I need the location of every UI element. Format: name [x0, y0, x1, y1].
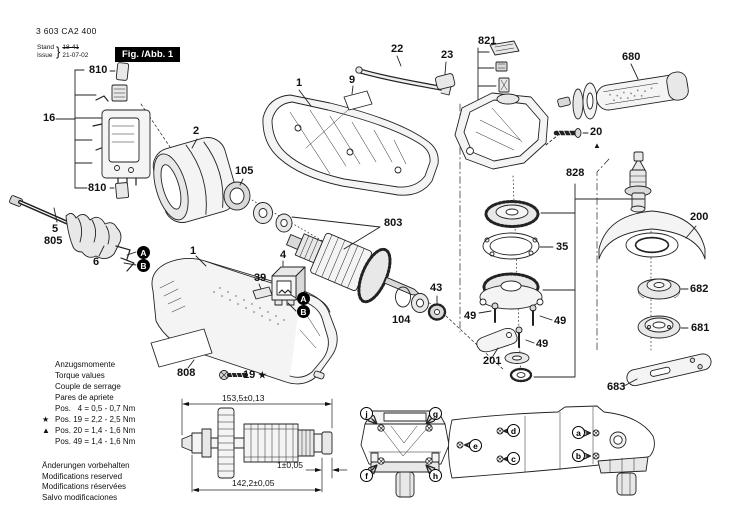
bracket-828	[534, 184, 644, 377]
part-label-49-left: 49	[464, 310, 477, 322]
part-label-201: 201	[483, 355, 502, 367]
callout-d: d	[507, 424, 520, 437]
callout-f: f	[360, 469, 373, 482]
callout-a: a	[572, 426, 585, 439]
modifications-block	[42, 461, 130, 503]
part-label-43: 43	[430, 282, 443, 294]
callout-g: g	[429, 407, 442, 420]
figure-number-text: Fig. /Abb. 1	[122, 49, 174, 60]
part-label-821: 821	[478, 35, 497, 47]
callout-h: h	[429, 469, 442, 482]
star-marker: ★	[42, 415, 50, 424]
torque-title-en: Torque values	[55, 371, 105, 380]
switch-group-16-drawing	[56, 63, 150, 199]
callout-c: c	[507, 452, 520, 465]
switch-button-23	[435, 73, 456, 90]
callout-B-cord: B	[137, 259, 150, 272]
part-label-681: 681	[691, 322, 710, 334]
callout-b: b	[572, 449, 585, 462]
torque-title-es: Pares de apriete	[55, 393, 114, 402]
housing-1-top-drawing	[263, 56, 455, 195]
triangle-marker: ▲	[42, 426, 50, 435]
nameplate-808-drawing	[151, 329, 212, 368]
modifications-es: Salvo modificaciones	[42, 492, 118, 502]
stand-label: Stand	[37, 44, 54, 51]
cord-5-805-drawing	[9, 195, 136, 271]
part-label-810-bottom: 810	[88, 182, 107, 194]
wrench-683-drawing	[624, 352, 713, 387]
nut-681-drawing	[638, 316, 688, 338]
grommet-805	[66, 213, 121, 258]
torque-pos19: Pos. 19 = 2,2 - 2,5 Nm	[55, 415, 136, 424]
screw-20-drawing	[556, 129, 588, 138]
insulation-plate-9	[344, 91, 372, 110]
part-label-2: 2	[193, 125, 200, 137]
screw-49	[492, 303, 498, 322]
part-label-23: 23	[441, 49, 454, 61]
modifications-fr: Modifications réservées	[42, 482, 127, 491]
part-label-200: 200	[690, 211, 709, 223]
dimension-overall-length: 153,5±0,13	[222, 393, 265, 403]
housing-1-mid-drawing	[152, 256, 337, 384]
part-label-9: 9	[349, 74, 356, 86]
part-label-805: 805	[44, 235, 63, 247]
torque-title-de: Anzugsmomente	[55, 360, 116, 369]
dimension-core-length: 142,2±0,05	[232, 478, 275, 488]
modifications-en: Modifications reserved	[42, 471, 123, 481]
part-label-4: 4	[280, 249, 287, 261]
part-label-683: 683	[607, 381, 626, 393]
part-label-19	[243, 370, 266, 381]
part-label-35: 35	[556, 241, 569, 253]
spindle-828-drawing	[625, 152, 651, 212]
callout-j: j	[360, 407, 373, 420]
screw-49	[530, 305, 536, 325]
callout-A-brush: A	[297, 292, 310, 305]
torque-title-fr: Couple de serrage	[55, 382, 121, 391]
part-label-16: 16	[43, 112, 56, 124]
figure-number-badge	[115, 47, 180, 62]
part-label-1-top: 1	[296, 77, 303, 89]
part-label-5: 5	[52, 223, 59, 235]
part-label-1-mid: 1	[190, 245, 197, 257]
star-marker-19: ★	[258, 370, 267, 380]
part-label-22: 22	[391, 43, 404, 55]
part-label-803: 803	[384, 217, 403, 229]
callout-A-cord: A	[137, 246, 150, 259]
triangle-marker-20: ▲	[593, 141, 601, 150]
issue-label: Issue	[37, 51, 53, 59]
torque-values-block	[42, 359, 135, 447]
brush-group-821-drawing	[455, 41, 558, 169]
part-label-104: 104	[392, 314, 411, 326]
part-label-828: 828	[566, 167, 585, 179]
document-part-number: 3 603 CA2 400	[36, 26, 97, 36]
part-label-680: 680	[622, 51, 641, 63]
callout-B-brush: B	[297, 305, 310, 318]
torque-pos4: Pos. 4 = 0,5 - 0,7 Nm	[55, 404, 136, 413]
part-label-682: 682	[690, 283, 709, 295]
part-label-20: 20	[590, 126, 603, 138]
part-label-19-number: 19	[243, 369, 256, 381]
part-label-6: 6	[93, 256, 100, 268]
part-label-49-right: 49	[554, 315, 567, 327]
part-label-39: 39	[254, 272, 267, 284]
torque-pos49: Pos. 49 = 1,4 - 1,6 Nm	[55, 437, 136, 446]
stand-issue-block	[37, 44, 88, 59]
issue-date-value: 21-07-02	[62, 51, 89, 59]
dimension-ring-offset: 1±0,05	[277, 460, 303, 470]
handle-680-drawing	[557, 64, 689, 119]
front-view-drawing	[361, 411, 449, 497]
part-label-105: 105	[235, 165, 254, 177]
stator-2-drawing	[146, 133, 241, 227]
part-label-808: 808	[177, 367, 196, 379]
part-label-810-top: 810	[89, 64, 108, 76]
brace-glyph: }	[56, 43, 61, 59]
torque-pos20: Pos. 20 = 1,4 - 1,6 Nm	[55, 426, 136, 435]
part-label-49-bottom: 49	[536, 338, 549, 350]
modifications-de: Änderungen vorbehalten	[42, 461, 130, 470]
callout-e: e	[469, 439, 482, 452]
stand-old-value: 18-41	[62, 44, 79, 51]
flange-682-drawing	[638, 279, 688, 299]
spindle-lock-lever-201	[477, 328, 517, 351]
